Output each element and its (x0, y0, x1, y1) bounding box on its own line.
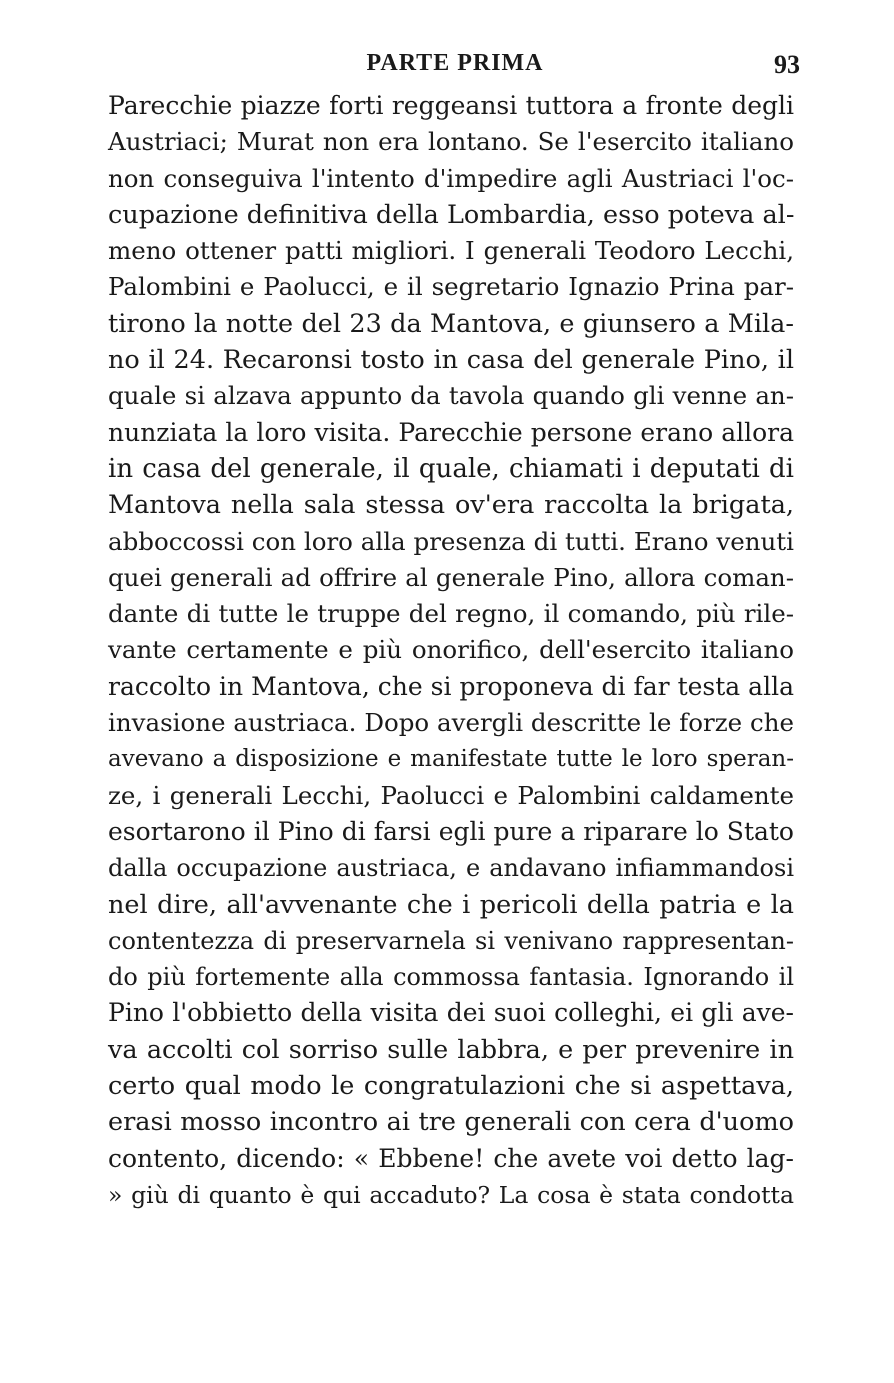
text-line: nunziata la loro visita. Parecchie persone erano allora (108, 417, 794, 447)
text-line: in casa del generale, il quale, chiamati i deputati di (108, 453, 794, 484)
text-line: contentezza di preservarnela si venivano rappresentan- (108, 926, 794, 955)
page-number: 93 (774, 50, 800, 79)
text-line: do più fortemente alla commossa fantasia. Ignorando il (108, 963, 794, 992)
text-line: cupazione definitiva della Lombardia, esso poteva al- (108, 199, 795, 230)
text-line: dalla occupazione austriaca, e andavano infiammandosi (108, 854, 794, 883)
text-line: invasione austriaca. Dopo avergli descritte le forze che (108, 708, 794, 738)
page-header (110, 50, 800, 84)
body-text (108, 88, 794, 1213)
text-line: Austriaci; Murat non era lontano. Se l'esercito italiano (108, 127, 794, 157)
text-line: » giù di quanto è qui accaduto? La cosa è stata condotta (108, 1180, 794, 1209)
text-line: va accolti col sorriso sulle labbra, e per prevenire in (108, 1034, 794, 1065)
text-line: ze, i generali Lecchi, Paolucci e Palombini caldamente (108, 780, 794, 810)
text-line: avevano a disposizione e manifestate tutte le loro speran- (108, 746, 794, 773)
text-line: meno ottener patti migliori. I generali Teodoro Lecchi, (108, 236, 794, 266)
text-line: no il 24. Recaronsi tosto in casa del generale Pino, il (108, 345, 794, 376)
text-line: contento, dicendo: « Ebbene! che avete voi detto lag- (108, 1143, 794, 1173)
text-line: raccolto in Mantova, che si proponeva di far testa alla (108, 671, 794, 701)
text-line: tirono la notte del 23 da Mantova, e giunsero a Mila- (108, 308, 794, 339)
running-head: PARTE PRIMA (366, 50, 544, 76)
text-line: dante di tutte le truppe del regno, il comando, più rile- (108, 599, 794, 629)
text-line: quei generali ad offrire al generale Pino, allora coman- (108, 562, 794, 592)
text-line: esortarono il Pino di farsi egli pure a riparare lo Stato (108, 816, 794, 846)
text-line: Pino l'obbietto della visita dei suoi colleghi, ei gli ave- (108, 998, 794, 1028)
text-line: quale si alzava appunto da tavola quando gli venne an- (108, 381, 794, 411)
text-line: certo qual modo le congratulazioni che si aspettava, (108, 1071, 794, 1102)
text-line: Parecchie piazze forti reggeansi tuttora a fronte degli (108, 91, 794, 120)
text-line: abboccossi con loro alla presenza di tutti. Erano venuti (108, 526, 794, 556)
text-line: vante certamente e più onorifico, dell'esercito italiano (108, 635, 794, 665)
text-line: Palombini e Paolucci, e il segretario Ignazio Prina par- (108, 272, 794, 302)
text-line: non conseguiva l'intento d'impedire agli Austriaci l'oc- (108, 163, 794, 193)
text-line: erasi mosso incontro ai tre generali con cera d'uomo (108, 1107, 794, 1138)
text-line: Mantova nella sala stessa ov'era raccolta la brigata, (108, 490, 794, 521)
text-line: nel dire, all'avvenante che i pericoli della patria e la (108, 889, 794, 920)
